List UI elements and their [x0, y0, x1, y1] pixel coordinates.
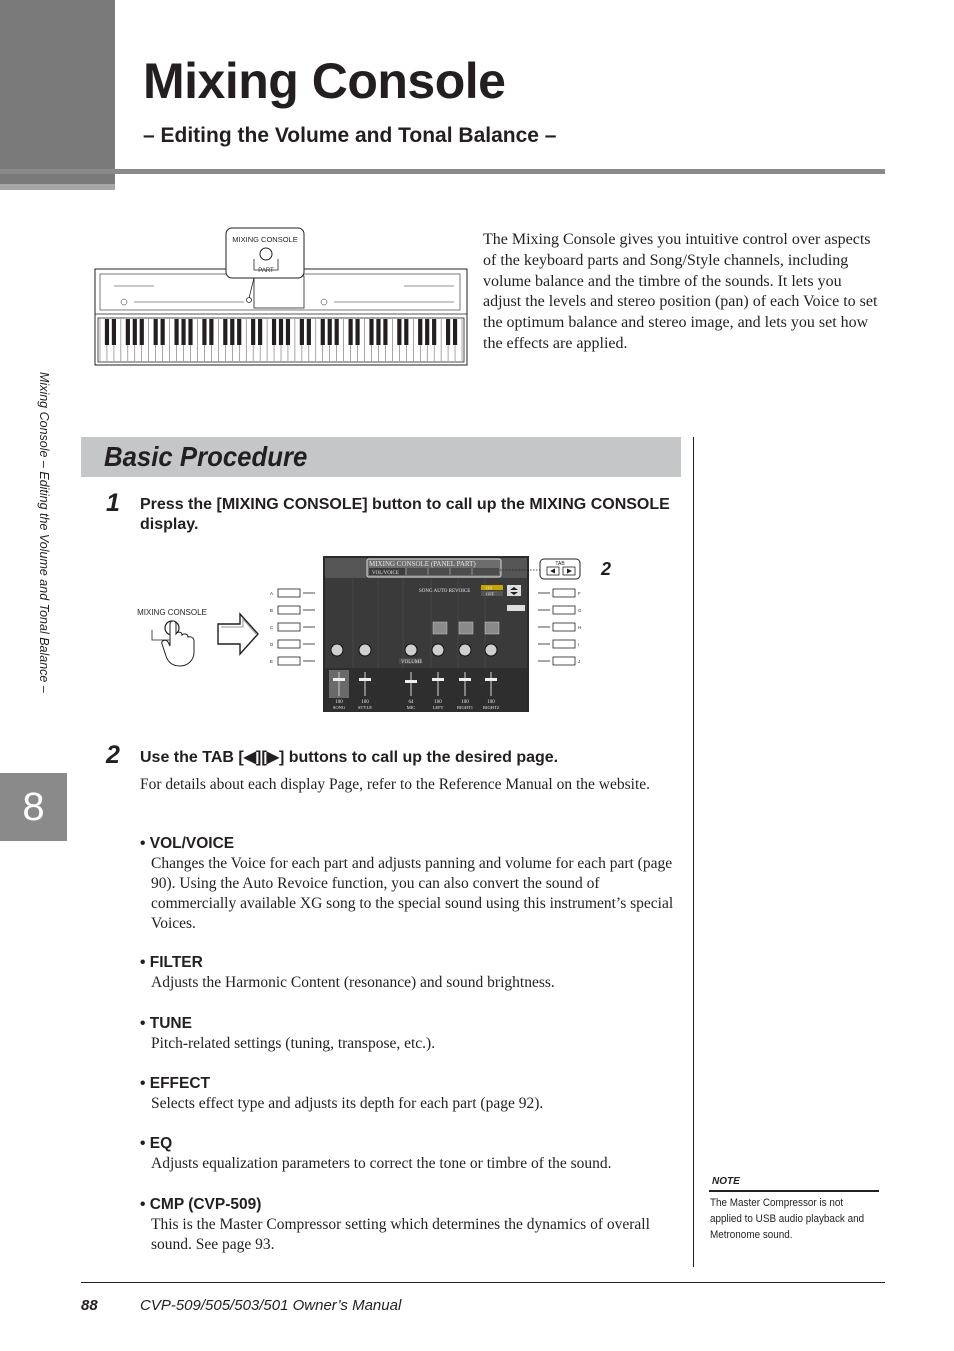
- screen-side-buttons-right: [536, 585, 586, 670]
- page-subtitle: – Editing the Volume and Tonal Balance –: [143, 124, 557, 147]
- tab-label: TAB: [555, 561, 565, 567]
- arrow-right-icon: [218, 614, 258, 654]
- list-item-head: • EFFECT: [140, 1075, 211, 1092]
- channel-label: STYLE: [358, 705, 372, 710]
- instrument-panel-illustration: [94, 226, 470, 366]
- side-button[interactable]: [538, 657, 580, 665]
- list-item-text: Adjusts the Harmonic Content (resonance) and sound brightness.: [151, 974, 555, 991]
- section-title: Basic Procedure: [104, 441, 308, 472]
- svg-text:E: E: [270, 659, 274, 664]
- step-body: For details about each display Page, refer to the Reference Manual on the website.: [140, 776, 651, 793]
- tab-callout: [500, 556, 620, 582]
- step-number: 2: [106, 741, 120, 769]
- screen-setup-label: SETUP: [509, 606, 523, 611]
- channel-value: 100: [361, 700, 369, 705]
- screen-off-label: OFF: [486, 591, 495, 597]
- list-item-head: • EQ: [140, 1135, 173, 1152]
- svg-text:I: I: [578, 642, 580, 647]
- screen-side-buttons-left: [268, 585, 318, 670]
- svg-text:G: G: [578, 608, 582, 613]
- svg-text:D: D: [270, 642, 274, 647]
- svg-text:C: C: [270, 625, 274, 630]
- panel-button-label: MIXING CONSOLE: [232, 235, 298, 244]
- channel-label: RIGHT2: [483, 705, 499, 710]
- channel-label: MIC: [406, 705, 416, 710]
- side-button[interactable]: [538, 606, 582, 614]
- channel-label: LEFT: [432, 705, 444, 710]
- list-item: [140, 953, 675, 993]
- channel-value: 100: [461, 700, 469, 705]
- side-button[interactable]: [538, 589, 581, 597]
- panel-button-sublabel: PART: [258, 268, 274, 274]
- screen-title: MIXING CONSOLE (PANEL PART): [369, 560, 476, 568]
- chapter-tab: 8: [0, 773, 67, 841]
- page-list: [140, 834, 675, 1255]
- channel-label: SONG: [332, 705, 346, 710]
- mixing-console-button-figure: [130, 600, 265, 670]
- channel-value: 100: [335, 700, 343, 705]
- side-running-title: Mixing Console – Editing the Volume and Tonal Balance –: [37, 372, 51, 693]
- svg-text:H: H: [578, 625, 582, 630]
- side-button[interactable]: [270, 589, 315, 597]
- list-item: [140, 1134, 675, 1174]
- screen-tab-label: VOL/VOICE: [372, 571, 399, 576]
- intro-paragraph: The Mixing Console gives you intuitive control over aspects of the keyboard parts and Song/Style channels, including volume balance and the timbre of the sounds. It lets you adjust the levels and stereo position (pan) of each Voice to set the optimum balance and stereo image, and lets you set how the effects are applied.: [483, 231, 878, 352]
- list-item-head: • VOL/VOICE: [140, 835, 235, 852]
- list-item-text: Selects effect type and adjusts its depth for each part (page 92).: [151, 1095, 544, 1112]
- page-title: Mixing Console: [143, 53, 506, 109]
- list-item: [140, 1195, 675, 1255]
- list-item: [140, 1074, 675, 1114]
- footer-rule: [81, 1282, 885, 1283]
- note-rule: [709, 1190, 879, 1192]
- list-item-head: • CMP (CVP-509): [140, 1196, 262, 1213]
- side-button[interactable]: [270, 657, 315, 665]
- list-item-text: This is the Master Compressor setting which determines the dynamics of overall sound. See page 93.: [151, 1216, 650, 1253]
- channel-value: 64: [408, 700, 414, 705]
- svg-text:F: F: [578, 591, 581, 596]
- mixing-console-display: [323, 556, 529, 712]
- header-rule: [0, 169, 885, 174]
- step-instruction: Use the TAB [◀][▶] buttons to call up the desired page.: [140, 749, 559, 766]
- list-item-text: Changes the Voice for each part and adjusts panning and volume for each part (page 90). Using the Auto Revoice function, you can also convert the sound of commercially available XG song to the special sound using this instrument’s special Voices.: [151, 855, 674, 932]
- column-divider: [693, 437, 694, 1267]
- svg-text:J: J: [578, 659, 581, 664]
- side-button[interactable]: [270, 640, 315, 648]
- channel-label: RIGHT1: [457, 705, 473, 710]
- step-instruction: Press the [MIXING CONSOLE] button to call up the MIXING CONSOLE display.: [140, 496, 670, 533]
- side-button[interactable]: [270, 606, 315, 614]
- side-button[interactable]: [538, 623, 581, 631]
- side-button[interactable]: [270, 623, 315, 631]
- side-button[interactable]: [538, 640, 579, 648]
- screen-on-label: ON: [486, 585, 493, 591]
- channel-value: 100: [487, 700, 495, 705]
- list-item: [140, 834, 675, 934]
- list-item-text: Adjusts equalization parameters to correct the tone or timbre of the sound.: [151, 1155, 612, 1172]
- step-number: 1: [106, 489, 120, 517]
- manual-title: CVP-509/505/503/501 Owner’s Manual: [140, 1297, 402, 1314]
- note-text: The Master Compressor is not applied to USB audio playback and Metronome sound.: [710, 1197, 865, 1241]
- svg-text:B: B: [270, 608, 274, 613]
- svg-text:A: A: [270, 591, 274, 596]
- list-item: [140, 1014, 675, 1054]
- list-item-text: Pitch-related settings (tuning, transpose, etc.).: [151, 1035, 436, 1052]
- page-number: 88: [81, 1297, 98, 1314]
- header-color-block: [0, 0, 115, 190]
- list-item-head: • TUNE: [140, 1015, 192, 1032]
- figure-button-label: MIXING CONSOLE: [137, 608, 207, 617]
- list-item-head: • FILTER: [140, 954, 203, 971]
- note-label: NOTE: [712, 1176, 740, 1187]
- screen-auto-revoice: SONG AUTO REVOICE: [419, 589, 471, 594]
- channel-value: 100: [434, 700, 442, 705]
- callout-number: 2: [601, 559, 612, 579]
- screen-volume-label: VOLUME: [401, 660, 423, 665]
- header-rule-accent: [0, 184, 115, 190]
